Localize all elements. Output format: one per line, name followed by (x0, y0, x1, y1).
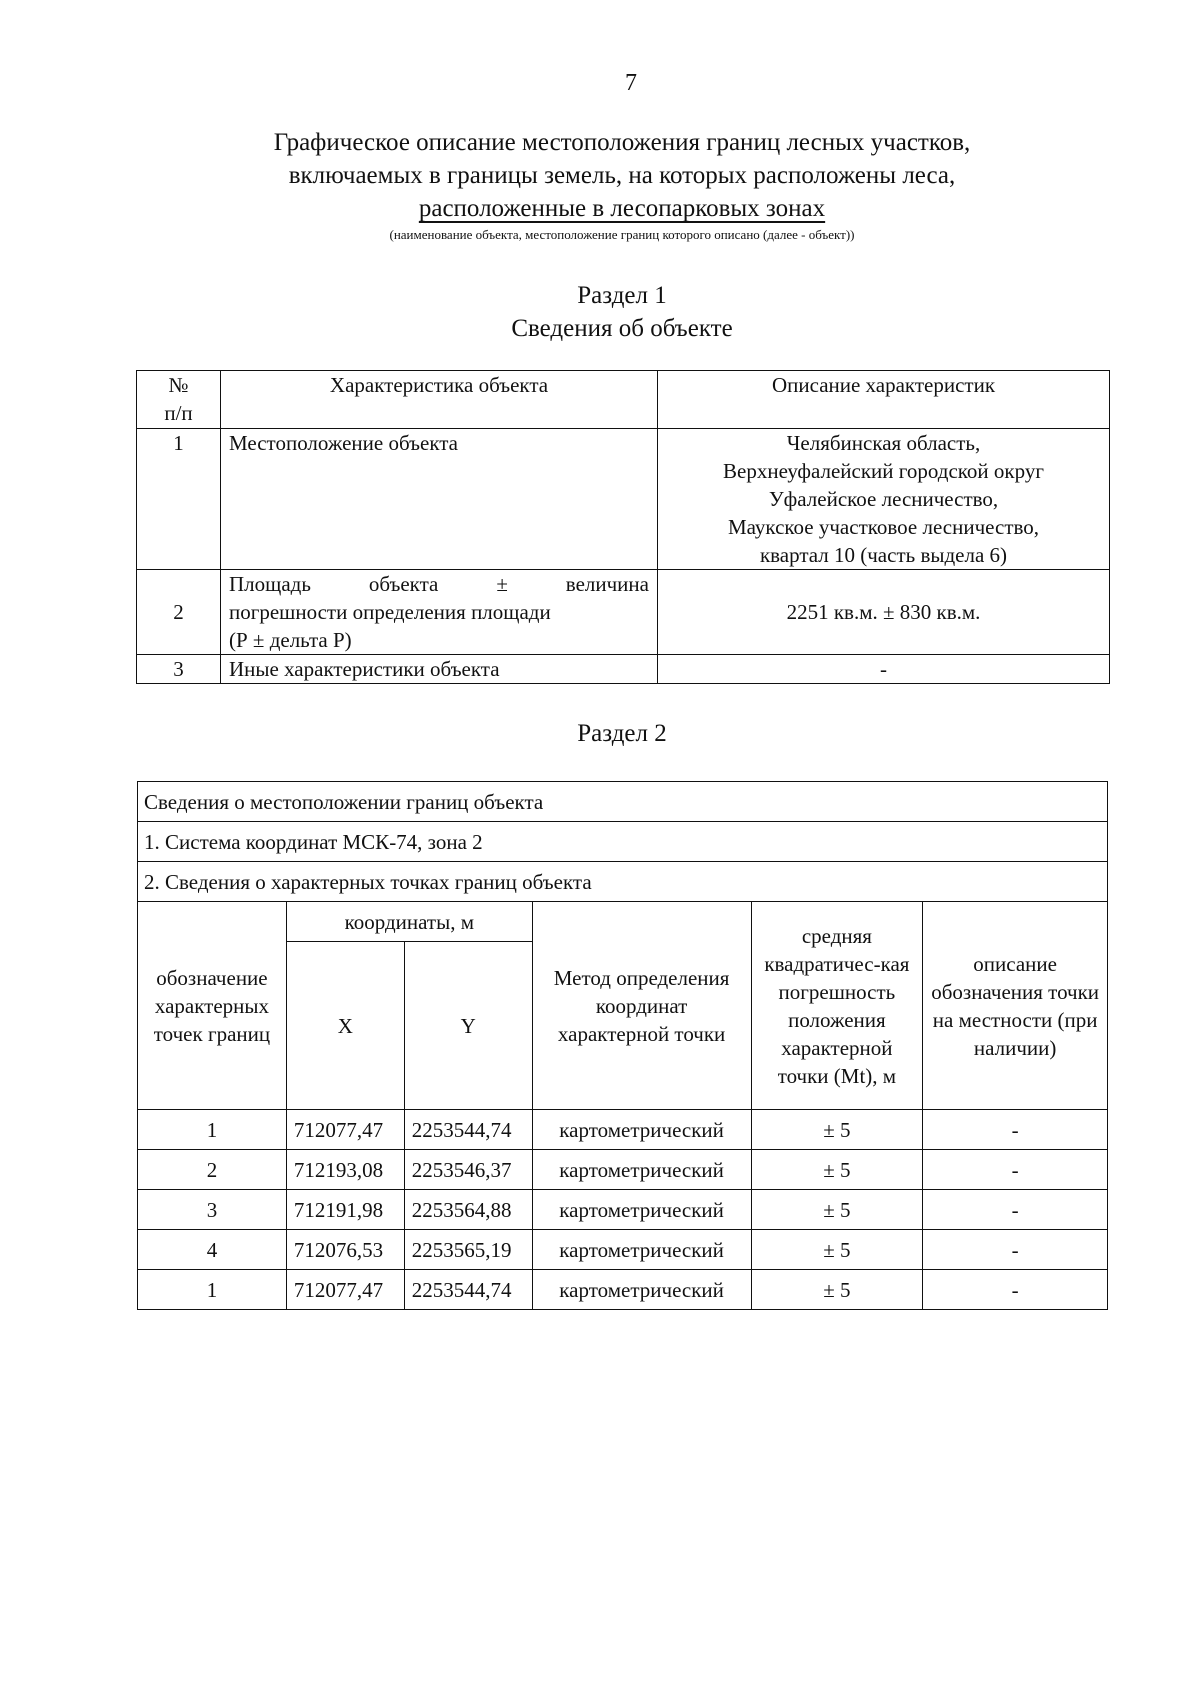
point-error: ± 5 (751, 1150, 923, 1190)
header-row (138, 902, 1108, 942)
point-y: 2253565,19 (404, 1230, 532, 1270)
row-num: 2 (137, 570, 221, 655)
title-line-3: расположенные в лесопарковых зонах (418, 195, 826, 222)
point-y: 2253544,74 (404, 1110, 532, 1150)
header-num (137, 371, 221, 429)
point-y: 2253544,74 (404, 1270, 532, 1310)
section1-subheading: Сведения об объекте (511, 315, 733, 342)
table-row (138, 1270, 1108, 1310)
word: объекта (368, 572, 439, 596)
point-description: - (923, 1230, 1108, 1270)
table-row (138, 1190, 1108, 1230)
point-error: ± 5 (751, 1190, 923, 1230)
row-characteristic: Местоположение объекта (221, 429, 658, 570)
word: Площадь (229, 572, 311, 596)
header-x: X (286, 942, 404, 1110)
point-method: картометрический (532, 1230, 751, 1270)
row-description: 2251 кв.м. ± 830 кв.м. (658, 570, 1110, 655)
section2-heading: Раздел 2 (577, 720, 667, 747)
point-y: 2253546,37 (404, 1150, 532, 1190)
point-id: 1 (138, 1270, 287, 1310)
header-characteristic: Характеристика объекта (221, 371, 658, 429)
point-id: 4 (138, 1230, 287, 1270)
point-x: 712077,47 (286, 1110, 404, 1150)
table-row (138, 1230, 1108, 1270)
point-x: 712191,98 (286, 1190, 404, 1230)
title-line-2: включаемых в границы земель, на которых расположены леса, (288, 162, 956, 189)
point-method: картометрический (532, 1150, 751, 1190)
document-title (0, 126, 1200, 242)
point-method: картометрический (532, 1190, 751, 1230)
point-id: 1 (138, 1110, 287, 1150)
point-x: 712193,08 (286, 1150, 404, 1190)
title-caption: (наименование объекта, местоположение границ которого описано (далее - объект)) (389, 227, 855, 242)
table-row (138, 1110, 1108, 1150)
row-num: 3 (137, 655, 221, 684)
header-designation: обозначение характерных точек границ (138, 902, 287, 1110)
point-description: - (923, 1270, 1108, 1310)
page-number: 7 (625, 70, 637, 96)
point-description: - (923, 1190, 1108, 1230)
header-error: средняя квадратичес-кая погрешность положения характерной точки (Mt), м (751, 902, 923, 1110)
table-header-row (137, 371, 1110, 429)
characteristic-line-2: погрешности определения площади (229, 600, 551, 624)
point-method: картометрический (532, 1270, 751, 1310)
header-num-line1: № (168, 373, 189, 397)
boundary-points-table (137, 781, 1108, 1310)
point-error: ± 5 (751, 1110, 923, 1150)
characteristic-line-3: (Р ± дельта Р) (229, 628, 352, 652)
row-characteristic (221, 570, 658, 655)
points-title: 2. Сведения о характерных точках границ объекта (138, 862, 1108, 902)
row-description: - (658, 655, 1110, 684)
description-line: Верхнеуфалейский городской округ (723, 459, 1044, 483)
row-num: 1 (137, 429, 221, 570)
row-characteristic: Иные характеристики объекта (221, 655, 658, 684)
description-line: Челябинская область, (786, 431, 981, 455)
word: величина (565, 572, 649, 596)
header-num-line2: п/п (164, 401, 193, 425)
header-method: Метод определения координат характерной точки (532, 902, 751, 1110)
table-row (137, 570, 1110, 655)
coordinate-system-row (138, 822, 1108, 862)
description-line: Маукское участковое лесничество, (727, 515, 1040, 539)
point-description: - (923, 1110, 1108, 1150)
point-x: 712076,53 (286, 1230, 404, 1270)
description-line: квартал 10 (часть выдела 6) (759, 543, 1008, 567)
coordinate-system: 1. Система координат МСК-74, зона 2 (138, 822, 1108, 862)
section1-heading: Раздел 1 (577, 282, 667, 309)
title-line-1: Графическое описание местоположения границ лесных участков, (273, 129, 971, 156)
point-x: 712077,47 (286, 1270, 404, 1310)
characteristic-line-1 (229, 570, 649, 598)
table-title-row (138, 782, 1108, 822)
object-info-table (136, 370, 1110, 684)
point-y: 2253564,88 (404, 1190, 532, 1230)
point-id: 2 (138, 1150, 287, 1190)
table-row (137, 655, 1110, 684)
header-point-description: описание обозначения точки на местности (при наличии) (923, 902, 1108, 1110)
point-method: картометрический (532, 1110, 751, 1150)
header-description: Описание характеристик (658, 371, 1110, 429)
table-title: Сведения о местоположении границ объекта (138, 782, 1108, 822)
word: ± (496, 572, 508, 596)
points-title-row (138, 862, 1108, 902)
description-line: Уфалейское лесничество, (768, 487, 999, 511)
table-row (138, 1150, 1108, 1190)
header-y: Y (404, 942, 532, 1110)
header-coordinates: координаты, м (286, 902, 532, 942)
point-id: 3 (138, 1190, 287, 1230)
point-description: - (923, 1150, 1108, 1190)
table-row (137, 429, 1110, 570)
point-error: ± 5 (751, 1270, 923, 1310)
point-error: ± 5 (751, 1230, 923, 1270)
row-description (658, 429, 1110, 570)
